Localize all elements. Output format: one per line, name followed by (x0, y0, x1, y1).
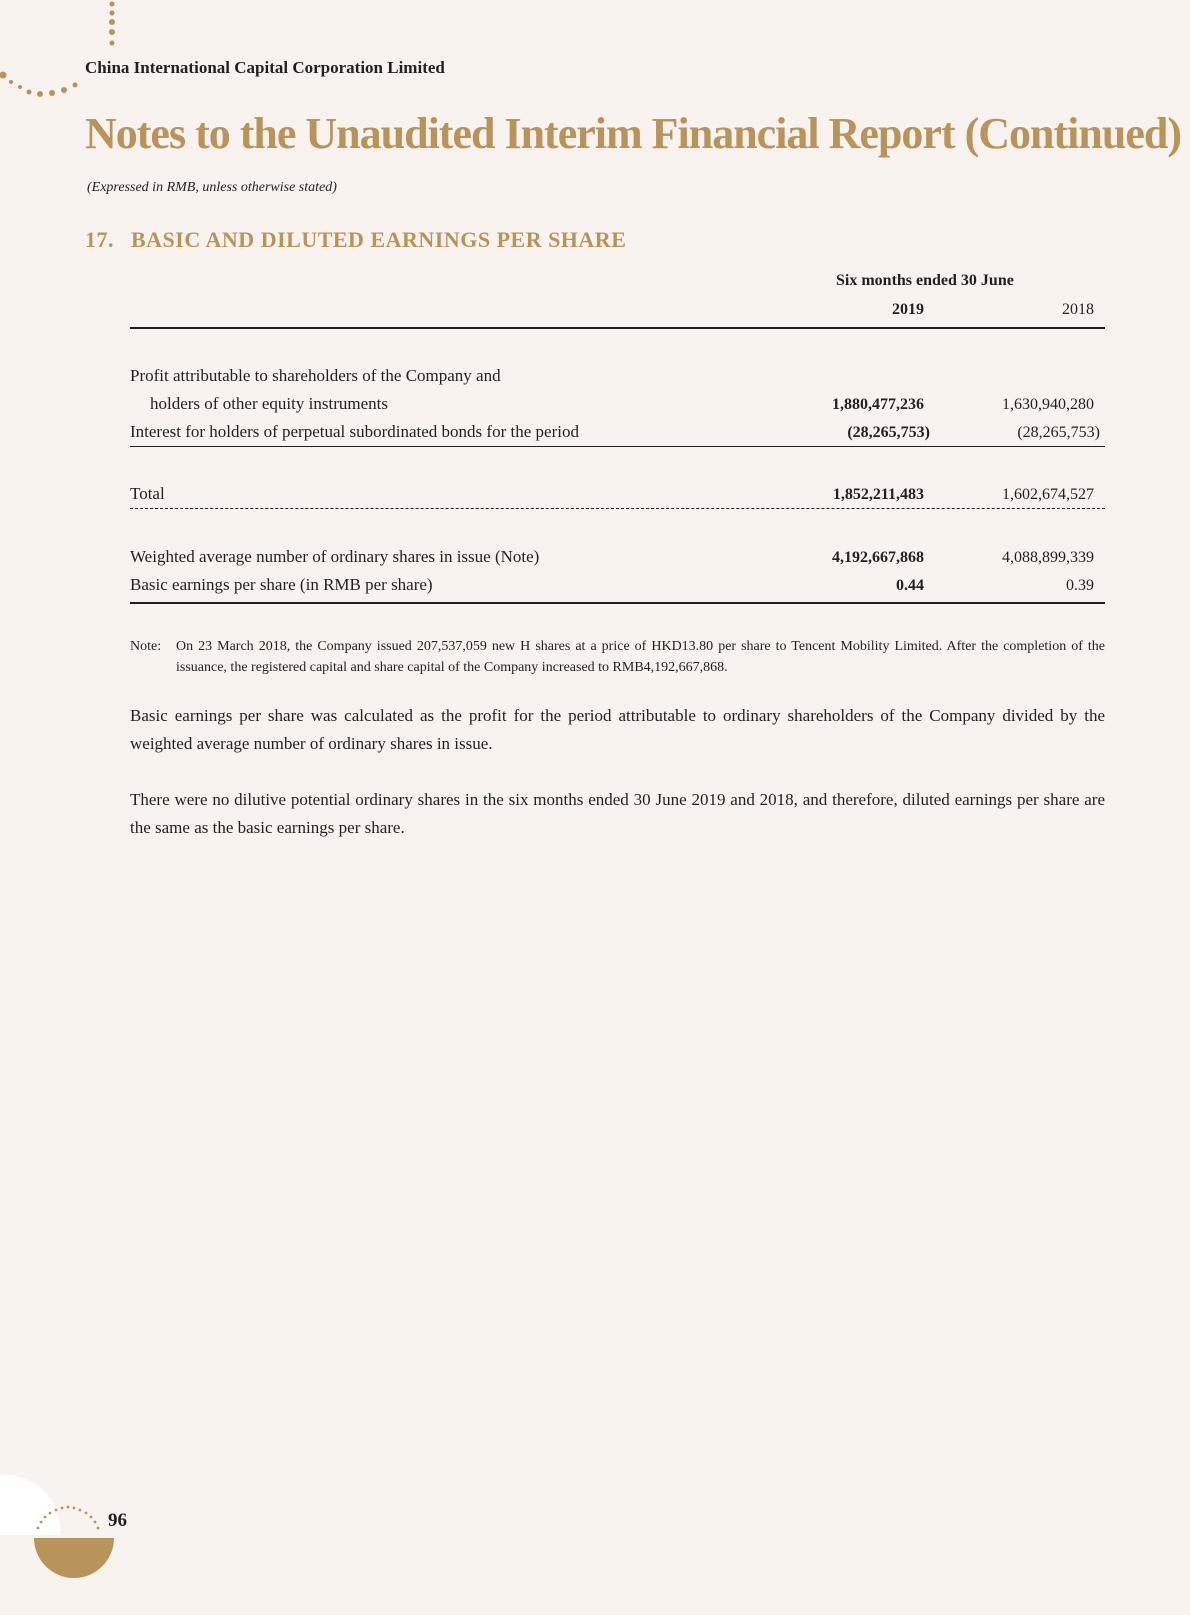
row-eps-label: Basic earnings per share (in RMB per share) (130, 575, 433, 594)
row-weighted-shares-2018: 4,088,899,339 (1002, 549, 1094, 566)
subtotal-rule (130, 446, 1105, 447)
row-profit-2019: 1,880,477,236 (832, 396, 924, 413)
row-interest-label: Interest for holders of perpetual subordinated bonds for the period (130, 422, 579, 441)
page-number: 96 (108, 1510, 127, 1531)
table-header-rule (130, 327, 1105, 329)
row-profit-label-line1: Profit attributable to shareholders of the Company and (130, 366, 501, 385)
row-profit-2018: 1,630,940,280 (1002, 396, 1094, 413)
row-total-2019: 1,852,211,483 (832, 486, 924, 503)
row-eps-2019: 0.44 (896, 577, 924, 594)
note-text: On 23 March 2018, the Company issued 207,537,059 new H shares at a price of HKD13.80 per share to Tencent Mobility Limited. After the completion of the issuance, the registered capital and share capital of the Company increased to RMB4,192,667,868. (176, 639, 1105, 675)
footer-ornament (0, 1470, 130, 1615)
paragraph-diluted-eps: There were no dilutive potential ordinary shares in the six months ended 30 June 2019 and 2018, and therefore, diluted earnings per share are the same as the basic earnings per share. (130, 790, 1105, 837)
column-header-2019: 2019 (892, 301, 924, 318)
section-title: BASIC AND DILUTED EARNINGS PER SHARE (131, 227, 627, 252)
page-title: Notes to the Unaudited Interim Financial Report (Continued) (85, 109, 1181, 158)
row-total-label: Total (130, 484, 165, 503)
dotted-ornament-top (0, 0, 130, 110)
row-interest-2019: (28,265,753) (847, 424, 930, 441)
row-interest-2018: (28,265,753) (1017, 424, 1100, 441)
column-header-2018: 2018 (1062, 301, 1094, 318)
paragraph-basic-eps: Basic earnings per share was calculated as the profit for the period attributable to ordinary shareholders of the Company divided by the weighted average number of ordinary shares in issue. (130, 706, 1105, 753)
row-total-2018: 1,602,674,527 (1002, 486, 1094, 503)
section-heading (85, 227, 626, 253)
period-header: Six months ended 30 June (836, 272, 1014, 289)
note-label: Note: (130, 639, 162, 654)
row-weighted-shares-2019: 4,192,667,868 (832, 549, 924, 566)
section-number: 17. (85, 227, 114, 252)
currency-note: (Expressed in RMB, unless otherwise stated) (87, 180, 337, 195)
row-weighted-shares-label: Weighted average number of ordinary shares in issue (Note) (130, 547, 540, 566)
table-note (130, 636, 1105, 678)
table-bottom-rule (130, 602, 1105, 604)
total-dashed-rule (130, 508, 1105, 509)
row-profit-label-line2: holders of other equity instruments (150, 394, 388, 413)
row-eps-2018: 0.39 (1066, 577, 1094, 594)
company-name: China International Capital Corporation Limited (85, 58, 445, 77)
